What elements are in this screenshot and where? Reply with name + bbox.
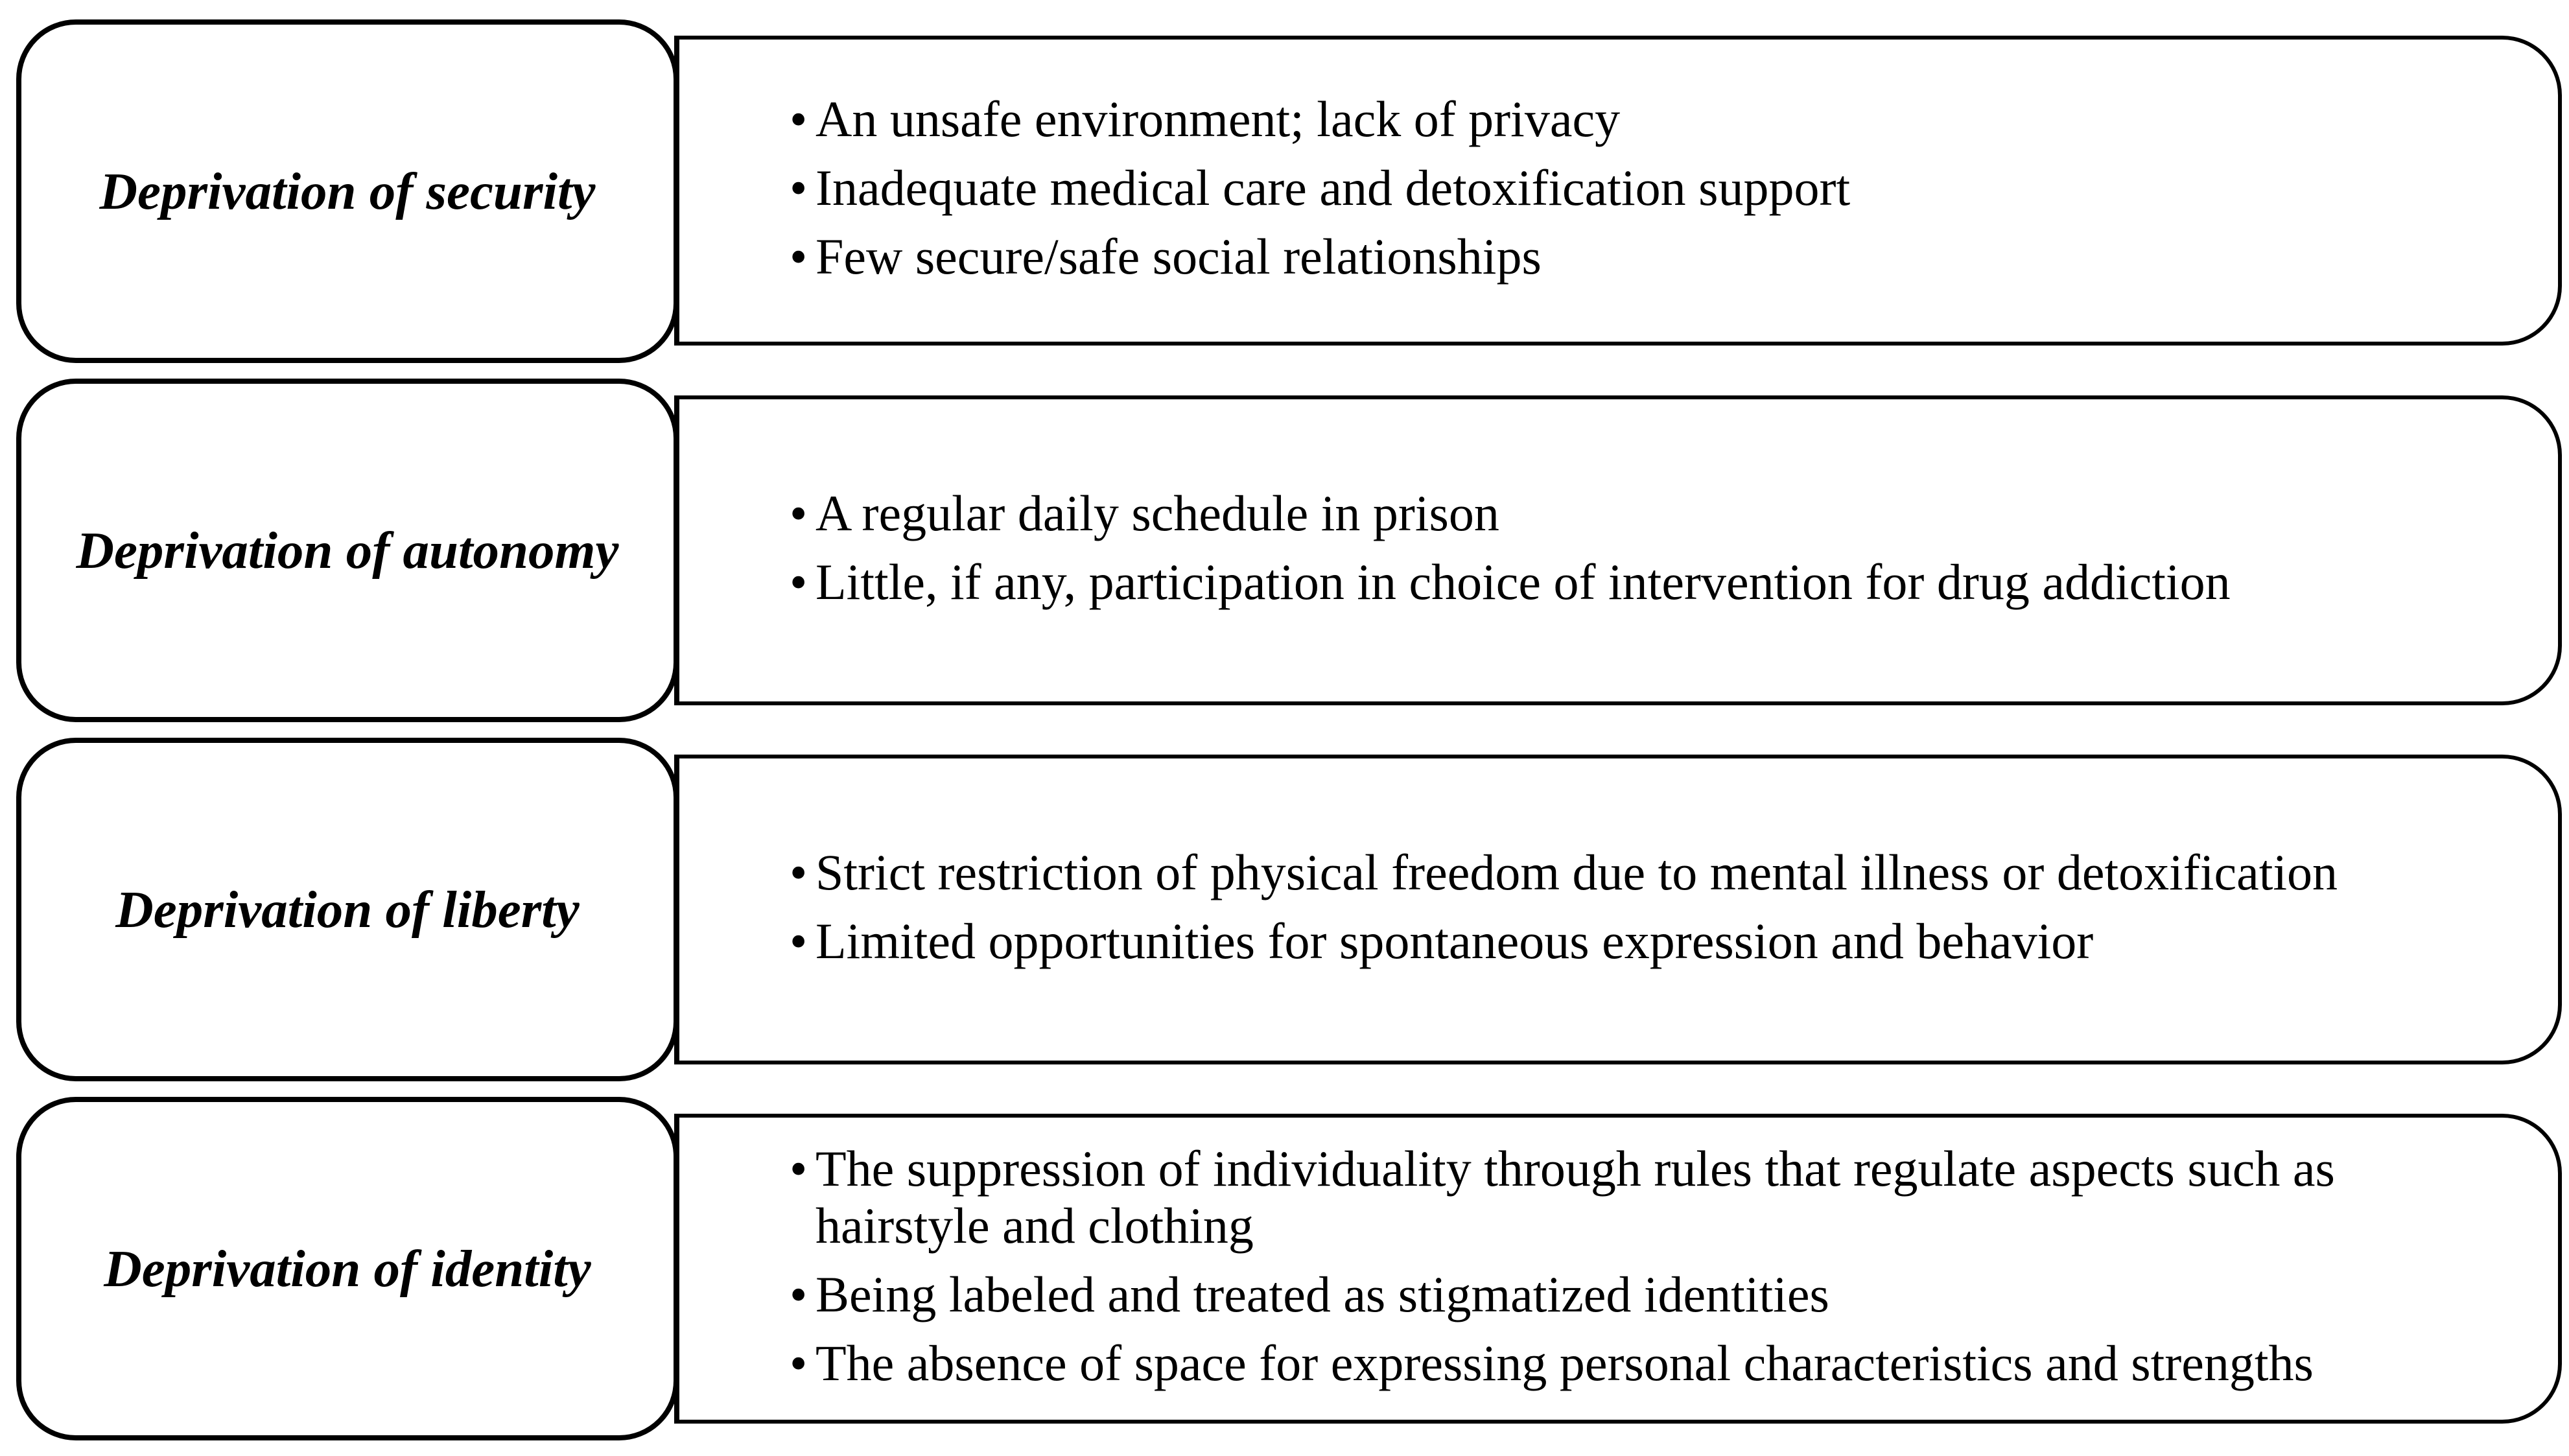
bullet-icon: •	[790, 913, 808, 969]
bullet-list-liberty	[679, 838, 2558, 981]
label-identity: Deprivation of identity	[104, 1239, 591, 1298]
bullet-icon: •	[790, 1266, 808, 1322]
bullet-item	[790, 844, 2558, 901]
bullet-item	[790, 91, 2558, 148]
bullet-text: Being labeled and treated as stigmatized identities	[815, 1266, 1829, 1322]
label-box-autonomy	[16, 379, 679, 722]
bullet-list-autonomy	[679, 478, 2558, 622]
bullet-text: Limited opportunities for spontaneous expression and behavior	[815, 913, 2094, 969]
label-security: Deprivation of security	[99, 161, 596, 220]
bullet-icon: •	[790, 1335, 808, 1391]
bullet-text: The suppression of individuality through rules that regulate aspects such as hairstyle and clothing	[815, 1140, 2335, 1254]
bullet-item	[790, 485, 2558, 542]
bullet-item	[790, 913, 2558, 970]
label-liberty: Deprivation of liberty	[115, 880, 580, 939]
bullet-item	[790, 228, 2558, 285]
bullet-icon: •	[790, 844, 808, 900]
bullet-text: A regular daily schedule in prison	[815, 485, 1499, 541]
bullet-icon: •	[790, 228, 808, 285]
bullet-item	[790, 554, 2558, 611]
bullet-item	[790, 1140, 2558, 1254]
label-box-liberty	[16, 738, 679, 1081]
bullet-list-security	[679, 84, 2558, 297]
bullet-icon: •	[790, 1140, 808, 1197]
bullet-text: The absence of space for expressing personal characteristics and strengths	[815, 1335, 2314, 1391]
bullet-icon: •	[790, 554, 808, 610]
bullet-icon: •	[790, 159, 808, 216]
bullet-text: Few secure/safe social relationships	[815, 228, 1542, 285]
bullet-list-identity	[679, 1134, 2558, 1403]
bullet-text: Little, if any, participation in choice of intervention for drug addiction	[815, 554, 2231, 610]
label-box-identity	[16, 1097, 679, 1440]
content-box-security	[674, 36, 2562, 346]
label-box-security	[16, 19, 679, 363]
bullet-item	[790, 159, 2558, 217]
content-box-identity	[674, 1114, 2562, 1424]
bullet-text: Strict restriction of physical freedom due to mental illness or detoxification	[815, 844, 2338, 900]
bullet-item	[790, 1335, 2558, 1392]
label-autonomy: Deprivation of autonomy	[76, 521, 619, 580]
bullet-text: An unsafe environment; lack of privacy	[815, 91, 1621, 147]
bullet-icon: •	[790, 91, 808, 147]
content-box-autonomy	[674, 395, 2562, 705]
bullet-text: Inadequate medical care and detoxification support	[815, 159, 1851, 216]
content-box-liberty	[674, 755, 2562, 1064]
bullet-item	[790, 1266, 2558, 1323]
bullet-icon: •	[790, 485, 808, 541]
